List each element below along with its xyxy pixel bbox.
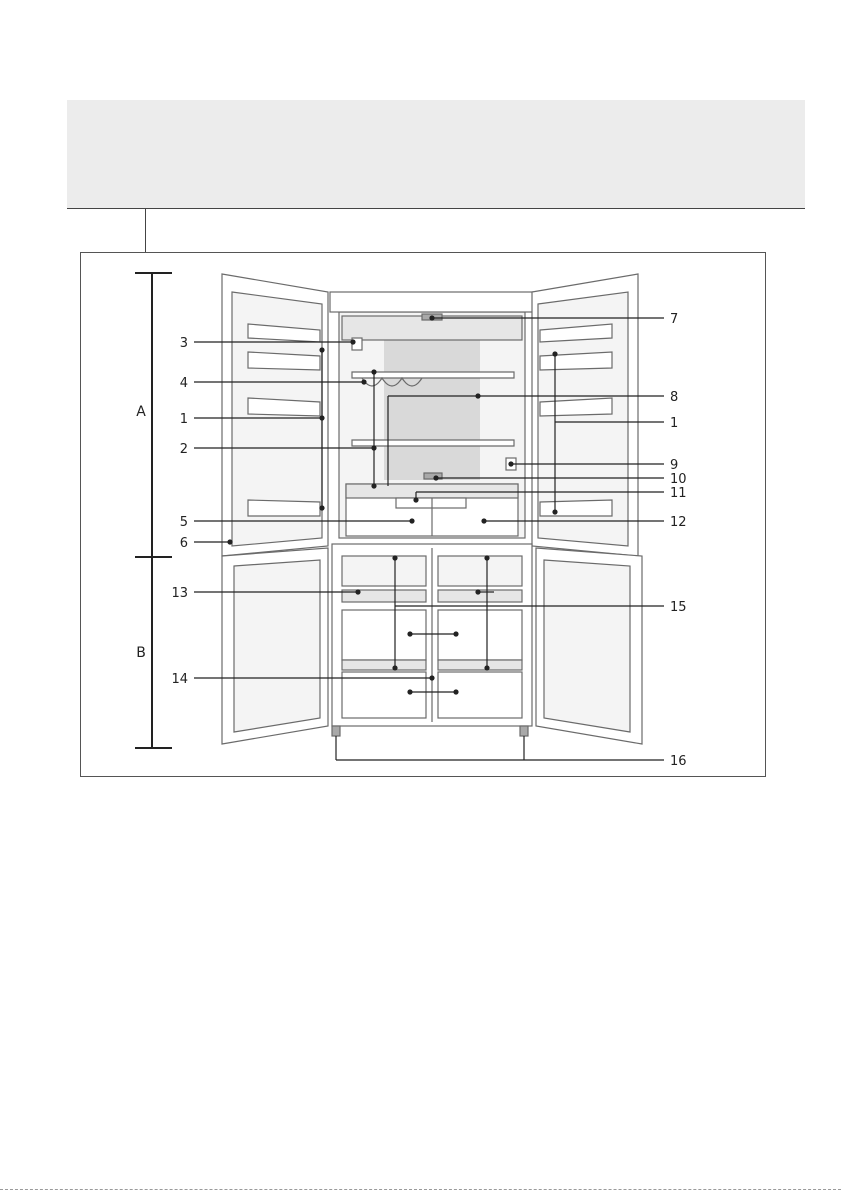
door-bin-r4 (540, 500, 612, 516)
foot-right (520, 726, 528, 736)
callout-2: 2 (179, 442, 188, 457)
drawer-l2 (342, 672, 426, 718)
drawer-l1 (342, 610, 426, 660)
zone-label-a: A (136, 404, 146, 420)
foot-left (332, 726, 340, 736)
callout-11: 11 (670, 486, 687, 501)
shelf-middle (352, 440, 514, 446)
lower-right-door-liner (544, 560, 630, 732)
drawer-r1 (438, 610, 522, 660)
rear-panel (384, 340, 480, 480)
callout-5: 5 (179, 515, 188, 530)
drawer-r2 (438, 672, 522, 718)
callout-12: 12 (670, 515, 687, 530)
fridge-illustration (222, 274, 642, 744)
freezer-box-r (438, 556, 522, 586)
callout-8: 8 (670, 390, 679, 405)
callout-10: 10 (670, 472, 687, 487)
cabinet-top (330, 292, 534, 312)
callout-9: 9 (670, 458, 679, 473)
lower-left-door-liner (234, 560, 320, 732)
callout-6: 6 (179, 536, 188, 551)
callout-16: 16 (670, 754, 687, 769)
callout-1-right: 1 (670, 416, 679, 431)
callout-14: 14 (171, 672, 188, 687)
zone-label-b: B (136, 645, 146, 661)
callout-4: 4 (179, 376, 188, 391)
page-bottom-rule (0, 1189, 841, 1190)
callout-1-left: 1 (179, 412, 188, 427)
callout-3: 3 (179, 336, 188, 351)
door-bin-l4 (248, 500, 320, 516)
freezer-box-l (342, 556, 426, 586)
callout-7: 7 (670, 312, 679, 327)
divider-l (342, 660, 426, 670)
control-panel (396, 498, 466, 508)
dimension-bars (135, 273, 172, 748)
divider-r (438, 660, 522, 670)
callout-13: 13 (171, 586, 188, 601)
callout-15: 15 (670, 600, 687, 615)
